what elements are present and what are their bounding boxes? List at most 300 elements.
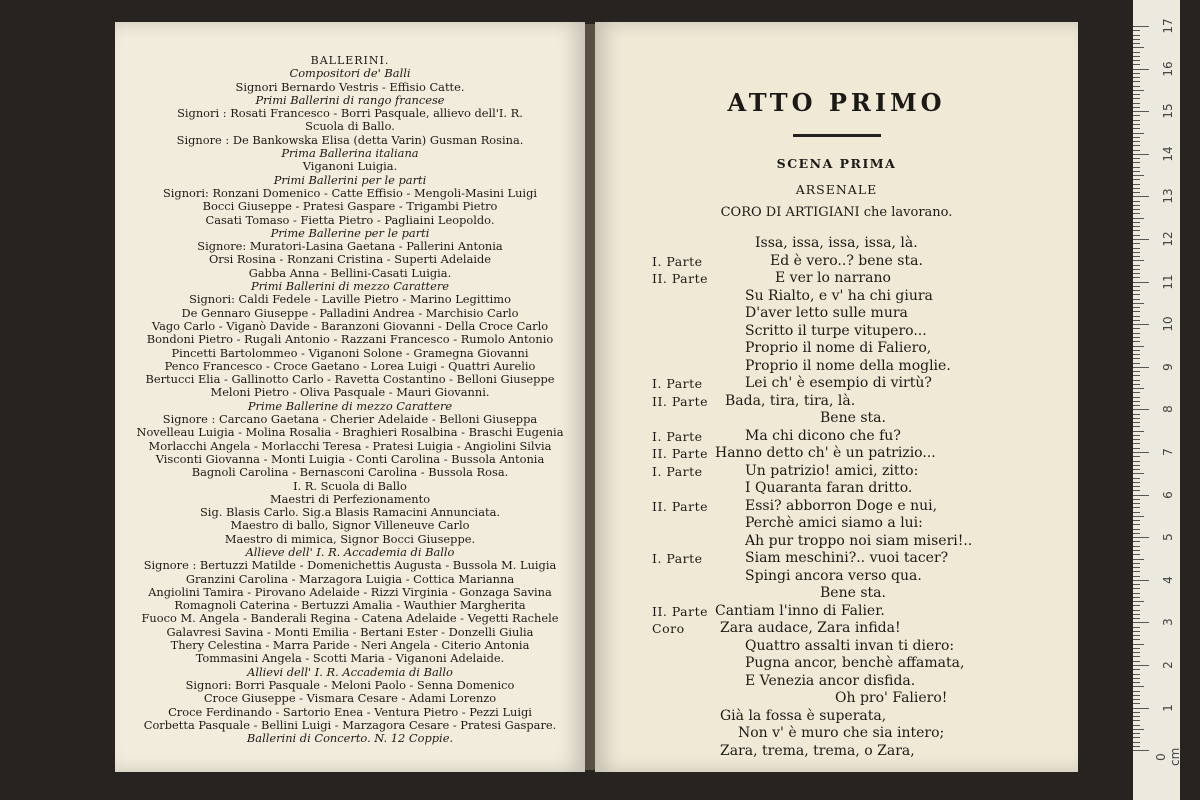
verse-text: Zara audace, Zara infida! (720, 620, 901, 636)
verse-line (595, 673, 1078, 691)
ruler-tick (1133, 77, 1140, 78)
verse-text: Non v' è muro che sia intero; (738, 725, 945, 741)
ruler-tick (1133, 733, 1140, 734)
ruler-tick (1133, 235, 1140, 236)
verse-line (595, 235, 1078, 253)
ballerini-line: Sig. Blasis Carlo. Sig.a Blasis Ramacini Annunciata. (200, 506, 500, 520)
ruler-tick (1133, 674, 1140, 675)
verse-text: Lei ch' è esempio di virtù? (745, 375, 932, 391)
speaker-label: II. Parte (652, 603, 709, 619)
ballerini-line: Visconti Giovanna - Monti Luigia - Conti Carolina - Bussola Antonia (155, 452, 545, 466)
ballerini-line: Meloni Pietro - Oliva Pasquale - Mauri Giovanni. (210, 386, 490, 400)
ruler-tick (1133, 448, 1140, 449)
verse-line (595, 638, 1078, 656)
verse-line (595, 725, 1078, 743)
speaker-label: II. Parte (652, 498, 709, 514)
ruler-tick (1133, 354, 1140, 355)
ballerini-list (115, 54, 585, 745)
verse-line (595, 463, 1078, 481)
ruler-tick (1133, 605, 1140, 606)
ruler-number: 15 (1161, 103, 1175, 119)
ballerini-line: Signori: Ronzani Domenico - Catte Effisio - Mengoli-Masini Luigi (162, 186, 538, 200)
ballerini-line: Novelleau Luigia - Molina Rosalia - Braghieri Rosalbina - Braschi Eugenia (136, 426, 564, 440)
verses (595, 235, 1078, 760)
ruler-tick (1133, 128, 1140, 129)
ruler-number: 9 (1161, 362, 1175, 371)
ballerini-line: De Gennaro Giuseppe - Palladini Andrea - Marchisio Carlo (181, 306, 519, 320)
ruler-tick (1133, 256, 1140, 257)
ruler-tick (1133, 529, 1140, 530)
ruler-tick (1133, 742, 1140, 743)
ballerini-line: Bagnoli Carolina - Bernasconi Carolina - Bussola Rosa. (191, 466, 509, 480)
ruler-tick (1133, 269, 1140, 270)
verse-line (595, 498, 1078, 516)
verse-line (595, 305, 1078, 323)
ruler-tick (1133, 346, 1144, 347)
ruler-tick (1133, 56, 1140, 57)
verse-line (595, 550, 1078, 568)
ruler-tick (1133, 375, 1140, 376)
verse-text: Scritto il turpe vitupero... (745, 322, 927, 339)
ruler-tick (1133, 90, 1144, 91)
ruler-tick (1133, 524, 1140, 525)
ruler-tick (1133, 465, 1140, 466)
ruler-tick (1133, 277, 1140, 278)
ballerini-line: Scuola di Ballo. (305, 120, 395, 134)
ballerini-line: Viganoni Luigia. (302, 160, 398, 174)
ballerini-line: Signore : De Bankowska Elisa (detta Varin) Gusman Rosina. (176, 133, 524, 147)
ruler-tick (1133, 324, 1149, 325)
ballerini-line: Prime Ballerine per le parti (270, 226, 430, 240)
ruler-tick (1133, 371, 1140, 372)
ruler-tick (1133, 495, 1149, 496)
verse-text: Spingi ancora verso qua. (745, 567, 922, 584)
ruler-tick (1133, 286, 1140, 287)
ruler-tick (1133, 39, 1140, 40)
ballerini-line: Casati Tomaso - Fietta Pietro - Pagliaini Leopoldo. (205, 213, 495, 227)
ruler-number: 3 (1161, 618, 1175, 627)
ruler-tick (1133, 184, 1140, 185)
ruler-tick (1133, 716, 1140, 717)
verse-line (595, 375, 1078, 393)
verse-line (595, 323, 1078, 341)
ruler-tick (1133, 137, 1140, 138)
verse-text: Bada, tira, tira, là. (725, 392, 856, 409)
ballerini-line: Romagnoli Caterina - Bertuzzi Amalia - Wauthier Margherita (174, 599, 526, 613)
verse-line (595, 585, 1078, 603)
ruler-tick (1133, 120, 1140, 121)
verse-text: Un patrizio! amici, zitto: (745, 462, 919, 479)
ruler-tick (1133, 52, 1140, 53)
ruler-tick (1133, 294, 1140, 295)
ruler-tick (1133, 133, 1144, 134)
verse-text: Su Rialto, e v' ha chi giura (745, 287, 933, 304)
ruler-tick (1133, 746, 1140, 747)
ruler-tick (1133, 405, 1140, 406)
verse-text: Pugna ancor, benchè affamata, (745, 655, 965, 671)
ruler-tick (1133, 725, 1140, 726)
ruler-tick (1133, 303, 1144, 304)
verse-line (595, 743, 1078, 761)
speaker-label: I. Parte (652, 551, 703, 566)
ruler-tick (1133, 248, 1140, 249)
ballerini-line: BALLERINI. (310, 54, 390, 67)
ballerini-line: Vago Carlo - Viganò Davide - Baranzoni Giovanni - Della Croce Carlo (151, 319, 549, 333)
verse-line (595, 603, 1078, 621)
ballerini-line: Prima Ballerina italiana (281, 147, 419, 161)
title-rule (793, 134, 881, 137)
ruler-tick (1133, 175, 1144, 176)
ballerini-line: Orsi Rosina - Ronzani Cristina - Superti Adelaide (208, 253, 492, 267)
ruler-tick (1133, 111, 1149, 112)
verse-text: Proprio il nome della moglie. (745, 357, 951, 374)
ruler-number: 11 (1161, 273, 1175, 290)
ruler-tick (1133, 563, 1140, 564)
ruler-tick (1133, 226, 1140, 227)
ruler-tick (1133, 614, 1140, 615)
ruler-tick (1133, 478, 1140, 479)
ruler-tick (1133, 265, 1140, 266)
verse-line (595, 428, 1078, 446)
ruler-tick (1133, 171, 1140, 172)
ruler-tick (1133, 103, 1140, 104)
ruler-tick (1133, 150, 1140, 151)
ruler-tick (1133, 737, 1140, 738)
ruler-tick (1133, 316, 1140, 317)
speaker-label: I. Parte (652, 463, 703, 479)
ruler-tick (1133, 644, 1144, 645)
speaker-label: II. Parte (652, 446, 709, 461)
ruler-number: 17 (1161, 18, 1175, 34)
ruler-number: 13 (1161, 188, 1175, 205)
ruler-tick (1133, 456, 1140, 457)
speaker-label: Coro (652, 621, 685, 636)
ruler-tick (1133, 209, 1140, 210)
ballerini-line: Bocci Giuseppe - Pratesi Gaspare - Trigambi Pietro (202, 200, 498, 214)
ruler-tick (1133, 435, 1140, 436)
scene-title: SCENA PRIMA (776, 156, 897, 171)
ruler-tick (1133, 601, 1144, 602)
ruler-tick (1133, 397, 1140, 398)
ruler-tick (1133, 571, 1140, 572)
ruler-tick (1133, 533, 1140, 534)
ruler-tick (1133, 567, 1140, 568)
ballerini-line: Pincetti Bartolommeo - Viganoni Solone - Gramegna Giovanni (171, 346, 529, 360)
ruler-number: 1 (1161, 703, 1175, 712)
verse-text: Bene sta. (820, 410, 886, 426)
ballerini-line: Allievi dell' I. R. Accademia di Ballo (247, 665, 453, 679)
ruler-tick (1133, 691, 1140, 692)
verse-text: Già la fossa è superata, (720, 707, 887, 724)
ruler-tick (1133, 678, 1140, 679)
right-page (595, 22, 1078, 772)
verse-line (595, 253, 1078, 271)
ruler-tick (1133, 243, 1140, 244)
ruler-tick (1133, 328, 1140, 329)
verse-line (595, 270, 1078, 288)
ruler-tick (1133, 350, 1140, 351)
book-gutter (585, 24, 595, 770)
speaker-label: I. Parte (652, 253, 703, 269)
ballerini-line: Signore : Carcano Gaetana - Cherier Adelaide - Belloni Giuseppa (162, 413, 538, 427)
speaker-label: II. Parte (652, 271, 709, 286)
ruler-tick (1133, 610, 1140, 611)
ruler-number: 16 (1161, 60, 1175, 77)
ruler-tick (1133, 554, 1140, 555)
ruler-tick (1133, 64, 1140, 65)
ruler-tick (1133, 81, 1140, 82)
ruler-tick (1133, 486, 1140, 487)
ballerini-line: Signori: Caldi Fedele - Laville Pietro - Marino Legittimo (189, 293, 511, 307)
ruler-tick (1133, 384, 1140, 385)
verse-line (595, 480, 1078, 498)
ruler-tick (1133, 682, 1140, 683)
ruler-tick (1133, 341, 1140, 342)
ballerini-line: Fuoco M. Angela - Banderali Regina - Catena Adelaide - Vegetti Rachele (141, 612, 559, 626)
ballerini-line: Maestro di mimica, Signor Bocci Giuseppe. (224, 532, 476, 546)
scene-setting: ARSENALE (795, 182, 878, 197)
ruler-tick (1133, 541, 1140, 542)
ruler-tick (1133, 222, 1140, 223)
ballerini-line: Signori: Borri Pasquale - Meloni Paolo - Senna Domenico (185, 678, 515, 692)
ballerini-line: Primi Ballerini di rango francese (255, 93, 445, 107)
ruler-tick (1133, 750, 1149, 751)
ruler-number: 7 (1161, 448, 1175, 456)
ballerini-line: Signori Bernardo Vestris - Effisio Catte. (235, 80, 465, 94)
ruler-tick (1133, 452, 1149, 453)
ruler-tick (1133, 69, 1149, 70)
ruler-tick (1133, 627, 1140, 628)
verse-text: Siam meschini?.. vuoi tacer? (745, 550, 949, 566)
verse-line (595, 690, 1078, 708)
ruler-tick (1133, 482, 1140, 483)
ruler-tick (1133, 141, 1140, 142)
ruler-tick (1133, 43, 1140, 44)
ruler-tick (1133, 703, 1140, 704)
ruler-tick (1133, 337, 1140, 338)
verse-text: Proprio il nome di Faliero, (745, 340, 932, 356)
ruler-tick (1133, 30, 1140, 31)
verse-line (595, 515, 1078, 533)
ruler-tick (1133, 260, 1144, 261)
ruler-tick (1133, 537, 1149, 538)
verse-text: E Venezia ancor disfida. (745, 672, 916, 689)
ballerini-line: Corbetta Pasquale - Bellini Luigi - Marzagora Cesare - Pratesi Gaspare. (143, 718, 557, 732)
measuring-ruler (1133, 0, 1180, 800)
ruler-tick (1133, 201, 1140, 202)
ruler-tick (1133, 473, 1144, 474)
ruler-tick (1133, 597, 1140, 598)
ballerini-line: Galavresi Savina - Monti Emilia - Bertani Ester - Donzelli Giulia (166, 625, 534, 639)
ruler-tick (1133, 158, 1140, 159)
ruler-tick (1133, 426, 1140, 427)
ruler-tick (1133, 546, 1140, 547)
ballerini-line: Thery Celestina - Marra Paride - Neri Angela - Citerio Antonia (170, 639, 530, 653)
verse-text: Hanno detto ch' è un patrizio... (715, 445, 936, 461)
speaker-label: I. Parte (652, 376, 703, 391)
verse-text: Issa, issa, issa, issa, là. (755, 235, 918, 251)
ruler-tick (1133, 73, 1140, 74)
ruler-tick (1133, 363, 1140, 364)
verse-line (595, 410, 1078, 428)
ruler-tick (1133, 47, 1144, 48)
ruler-tick (1133, 422, 1140, 423)
verse-text: Bene sta. (820, 585, 886, 601)
ruler-tick (1133, 179, 1140, 180)
ruler-tick (1133, 699, 1140, 700)
ruler-tick (1133, 639, 1140, 640)
ruler-number: 2 (1161, 661, 1175, 669)
ruler-tick (1133, 218, 1144, 219)
verse-text: Ah pur troppo noi siam miseri!.. (745, 532, 973, 549)
ruler-tick (1133, 367, 1149, 368)
ballerini-line: Allieve dell' I. R. Accademia di Ballo (245, 545, 455, 559)
ruler-tick (1133, 712, 1140, 713)
ballerini-line: Tommasini Angela - Scotti Maria - Viganoni Adelaide. (195, 652, 505, 666)
verse-text: Essi? abborron Doge e nui, (745, 497, 938, 514)
act-title: ATTO PRIMO (727, 88, 946, 117)
ruler-tick (1133, 665, 1149, 666)
ballerini-line: Signori : Rosati Francesco - Borri Pasquale, allievo dell'I. R. (177, 107, 523, 121)
ruler-tick (1133, 576, 1140, 577)
ruler-tick (1133, 622, 1149, 623)
ruler-tick (1133, 124, 1140, 125)
ruler-tick (1133, 656, 1140, 657)
ruler-tick (1133, 196, 1149, 197)
ruler-number: 4 (1161, 575, 1175, 584)
ballerini-line: Ballerini di Concerto. N. 12 Coppie. (246, 732, 454, 746)
ruler-tick (1133, 652, 1140, 653)
ruler-tick (1133, 115, 1140, 116)
verse-line (595, 358, 1078, 376)
verse-line (595, 620, 1078, 638)
ruler-tick (1133, 401, 1140, 402)
ruler-tick (1133, 695, 1140, 696)
ruler-tick (1133, 708, 1149, 709)
ruler-tick (1133, 593, 1140, 594)
ballerini-line: Bertucci Elia - Gallinotto Carlo - Ravetta Costantino - Belloni Giuseppe (145, 373, 555, 387)
verse-line (595, 340, 1078, 358)
speaker-label: II. Parte (652, 393, 709, 409)
ballerini-line: Signore: Muratori-Lasina Gaetana - Pallerini Antonia (197, 240, 503, 254)
ruler-number: 5 (1161, 533, 1175, 542)
ruler-tick (1133, 392, 1140, 393)
verse-line (595, 655, 1078, 673)
ruler-tick (1133, 443, 1140, 444)
ballerini-line: Bondoni Pietro - Rugali Antonio - Razzani Francesco - Rumolo Antonio (146, 333, 554, 347)
verse-line (595, 708, 1078, 726)
ruler-number: 10 (1161, 316, 1175, 332)
ruler-tick (1133, 499, 1140, 500)
ruler-tick (1133, 729, 1144, 730)
ballerini-line: I. R. Scuola di Ballo (293, 479, 407, 493)
ruler-tick (1133, 720, 1140, 721)
ballerini-line: Croce Ferdinando - Sartorio Enea - Ventura Pietro - Pezzi Luigi (168, 705, 532, 719)
ballerini-line: Croce Giuseppe - Vismara Cesare - Adami Lorenzo (203, 692, 497, 706)
verse-text: Quattro assalti invan ti diero: (745, 637, 955, 654)
ruler-tick (1133, 648, 1140, 649)
ruler-tick (1133, 230, 1140, 231)
ruler-tick (1133, 635, 1140, 636)
ruler-tick (1133, 618, 1140, 619)
verse-text: Ma chi dicono che fu? (745, 427, 901, 444)
speaker-label: I. Parte (652, 428, 703, 444)
ballerini-line: Granzini Carolina - Marzagora Luigia - Cottica Marianna (185, 572, 515, 586)
verse-text: D'aver letto sulle mura (745, 305, 908, 321)
verse-line (595, 288, 1078, 306)
ruler-tick (1133, 94, 1140, 95)
verse-line (595, 533, 1078, 551)
ruler-number: 8 (1161, 405, 1175, 414)
ballerini-line: Signore : Bertuzzi Matilde - Domenichettis Augusta - Bussola M. Luigia (143, 559, 557, 573)
ruler-tick (1133, 205, 1140, 206)
ballerini-line: Prime Ballerine di mezzo Carattere (247, 399, 453, 413)
ruler-tick (1133, 409, 1149, 410)
ballerini-line: Primi Ballerini di mezzo Carattere (250, 280, 450, 294)
verse-line (595, 445, 1078, 463)
ruler-tick (1133, 311, 1140, 312)
ruler-tick (1133, 60, 1140, 61)
ruler-tick (1133, 154, 1149, 155)
verse-text: E ver lo narrano (775, 270, 891, 286)
ballerini-line: Angiolini Tamira - Pirovano Adelaide - Rizzi Virginia - Gonzaga Savina (148, 585, 552, 599)
ruler-tick (1133, 239, 1149, 240)
ruler-tick (1133, 584, 1140, 585)
ruler-tick (1133, 213, 1140, 214)
ruler-tick (1133, 686, 1144, 687)
ruler-tick (1133, 167, 1140, 168)
ruler-tick (1133, 320, 1140, 321)
ruler-tick (1133, 550, 1140, 551)
ruler-tick (1133, 469, 1140, 470)
ruler-tick (1133, 439, 1140, 440)
ruler-tick (1133, 507, 1140, 508)
ruler-tick (1133, 358, 1140, 359)
ruler-tick (1133, 414, 1140, 415)
ruler-tick (1133, 299, 1140, 300)
ruler-tick (1133, 307, 1140, 308)
ruler-tick (1133, 282, 1149, 283)
ruler-tick (1133, 26, 1149, 27)
ruler-tick (1133, 145, 1140, 146)
left-page (115, 22, 585, 772)
verse-text: Cantiam l'inno di Falier. (715, 602, 885, 619)
ruler-tick (1133, 107, 1140, 108)
ruler-tick (1133, 588, 1140, 589)
ballerini-line: Primi Ballerini per le parti (273, 173, 427, 187)
ballerini-line: Morlacchi Angela - Morlacchi Teresa - Pratesi Luigia - Angiolini Silvia (148, 439, 552, 453)
ruler-tick (1133, 418, 1140, 419)
verse-line (595, 393, 1078, 411)
verse-text: Perchè amici siamo a lui: (745, 515, 923, 531)
ruler-tick (1133, 35, 1140, 36)
ruler-tick (1133, 380, 1140, 381)
verse-line (595, 568, 1078, 586)
ruler-tick (1133, 388, 1144, 389)
ruler-tick (1133, 273, 1140, 274)
ballerini-line: Maestro di ballo, Signor Villeneuve Carlo (230, 519, 470, 533)
ruler-tick (1133, 512, 1140, 513)
chorus-direction: CORO DI ARTIGIANI che lavorano. (720, 205, 953, 220)
ruler-tick (1133, 490, 1140, 491)
verse-text: I Quaranta faran dritto. (745, 480, 913, 496)
ruler-tick (1133, 86, 1140, 87)
ruler-tick (1133, 290, 1140, 291)
ruler-tick (1133, 431, 1144, 432)
ruler-tick (1133, 580, 1149, 581)
ruler-tick (1133, 192, 1140, 193)
ballerini-line: Gabba Anna - Bellini-Casati Luigia. (248, 266, 452, 280)
